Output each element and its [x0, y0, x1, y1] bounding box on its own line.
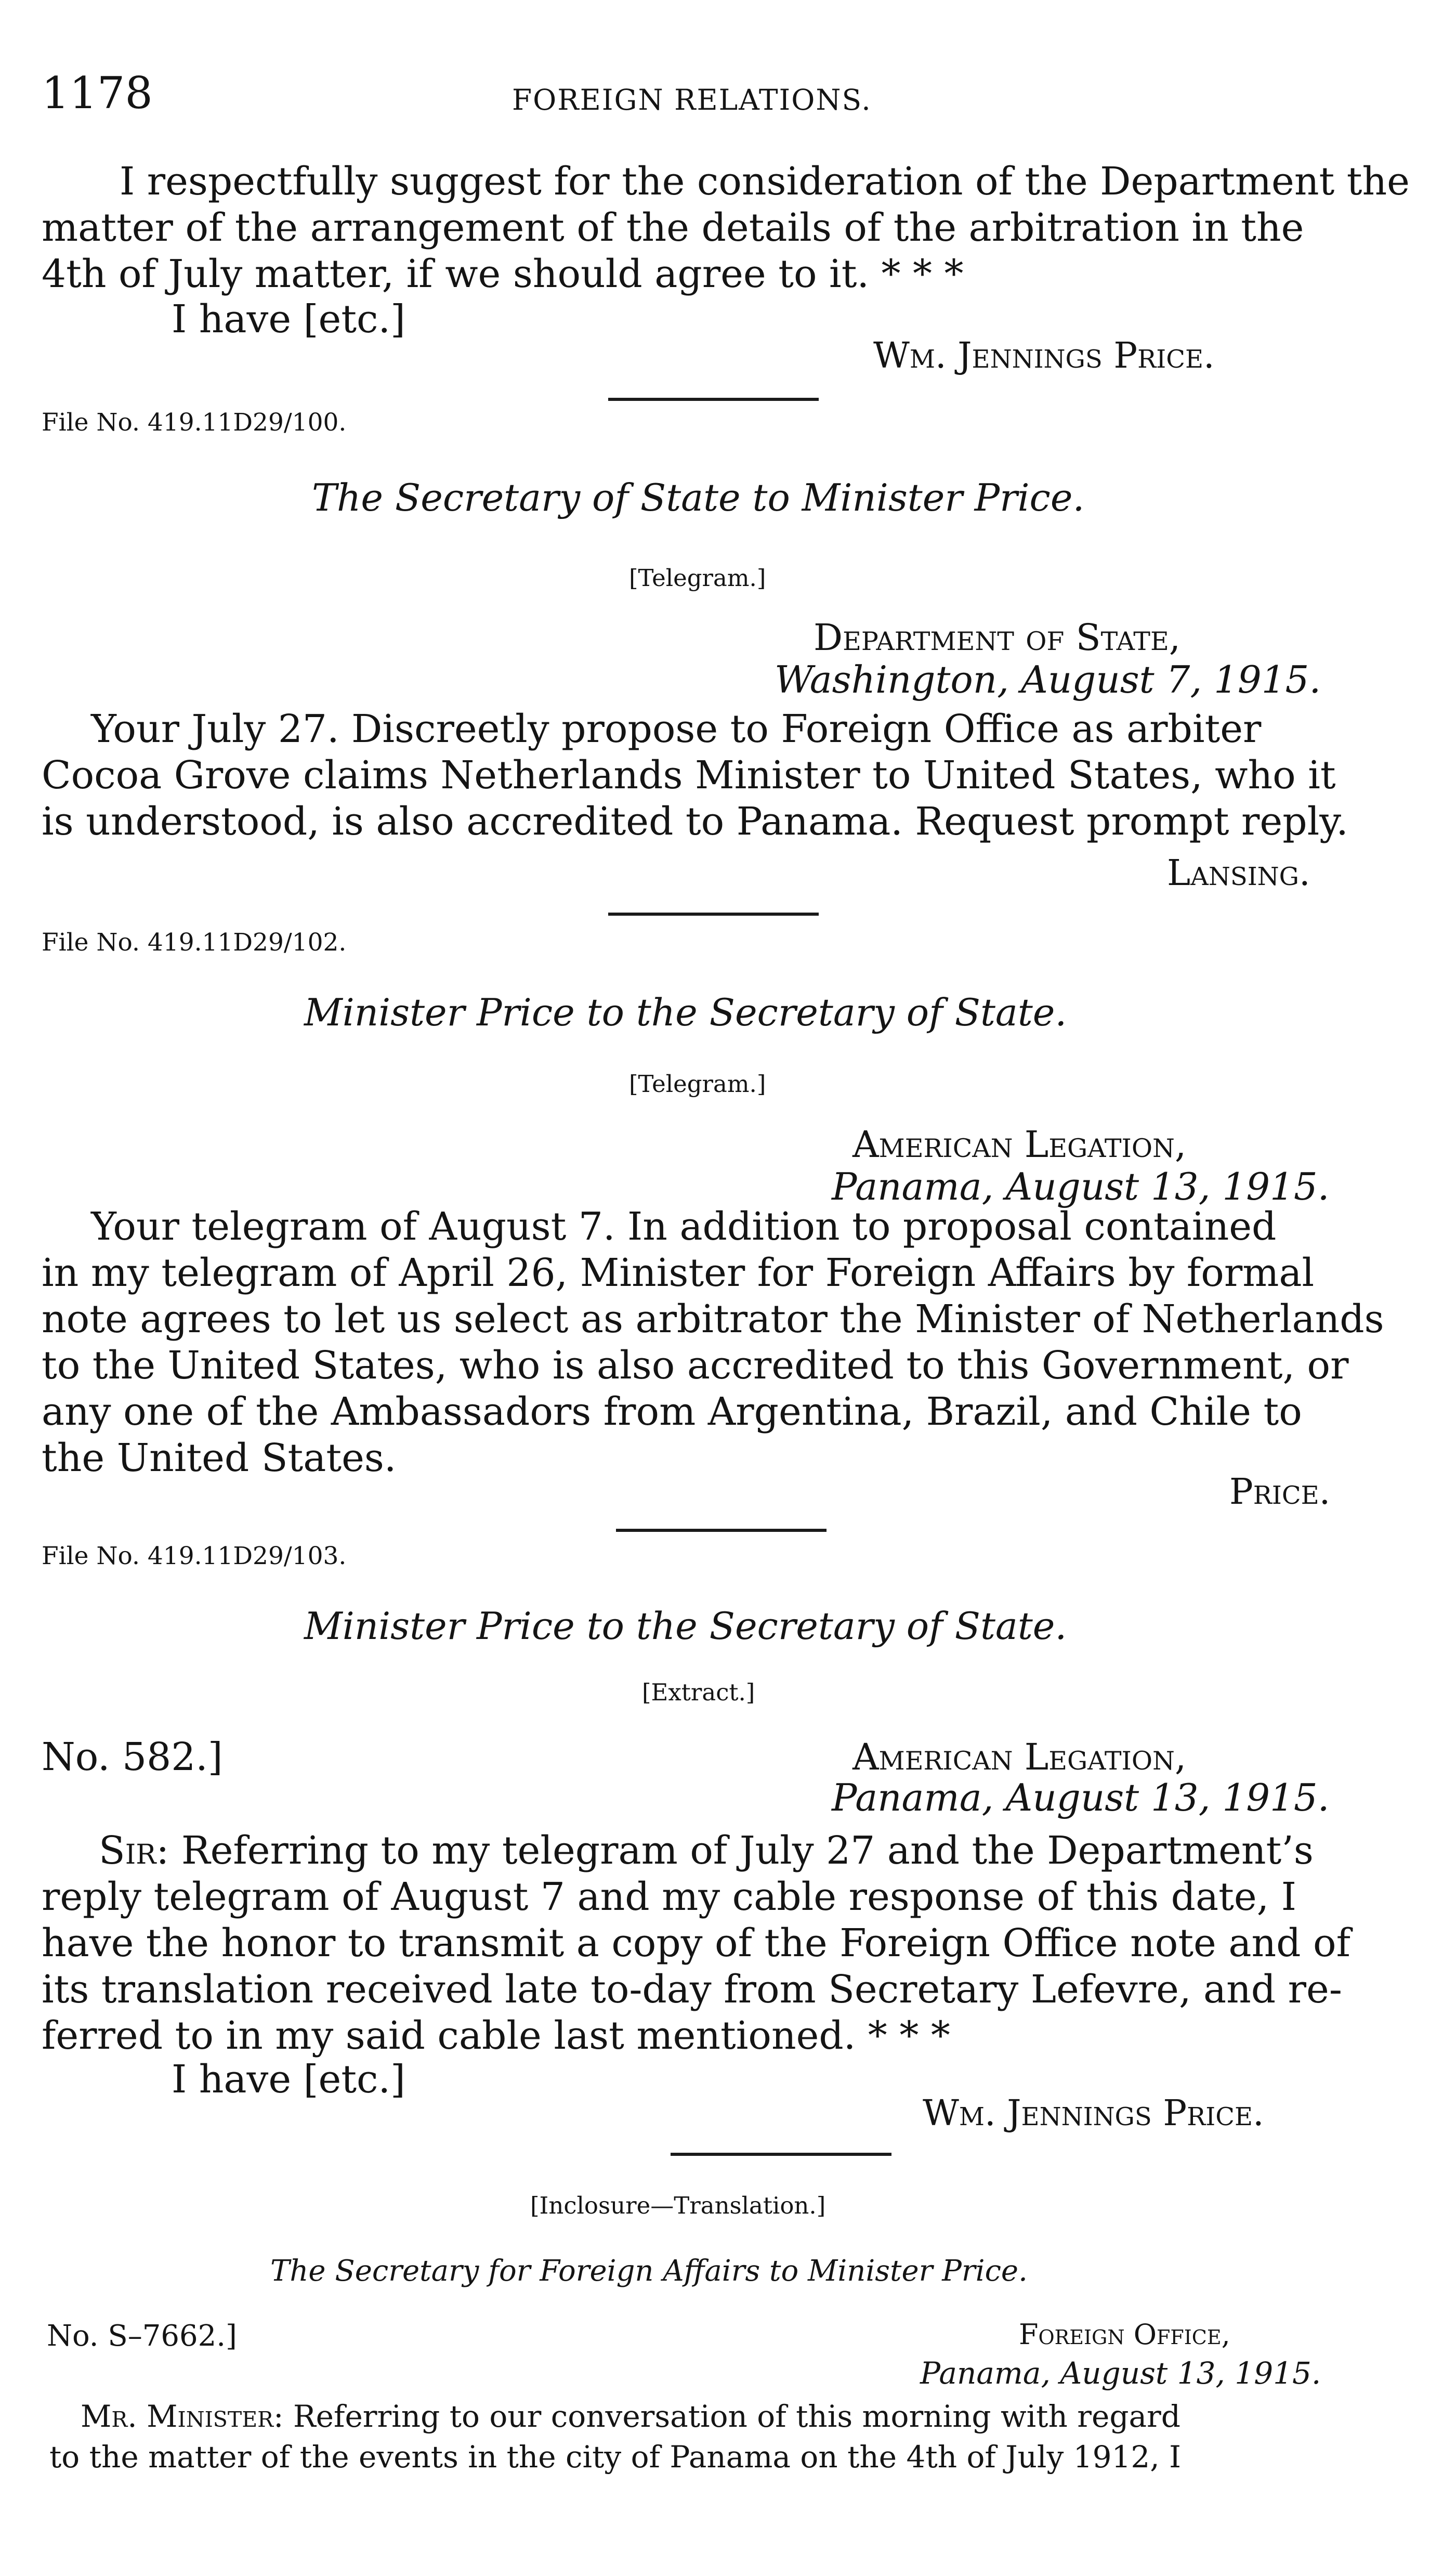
note-number: No. S–7662.]	[47, 2319, 237, 2353]
salutation: Sir:	[99, 1828, 169, 1873]
page-number: 1178	[42, 68, 153, 119]
text-line: Your telegram of August 7. In addition to proposal contained	[91, 1204, 1277, 1249]
text-fragment: Referring to my telegram of July 27 and the Department’s	[169, 1828, 1314, 1873]
dateline: Panama, August 13, 1915.	[832, 1776, 1330, 1819]
text-line: Your July 27. Discreetly propose to Foreign Office as arbiter	[91, 707, 1262, 751]
separator-rule	[671, 2153, 891, 2156]
document-heading: Minister Price to the Secretary of State.	[304, 991, 1067, 1034]
signature-price: Price.	[1229, 1472, 1331, 1513]
file-number: File No. 419.11D29/102.	[42, 928, 347, 957]
enclosure-label: [Inclosure—Translation.]	[530, 2192, 826, 2219]
separator-rule	[608, 913, 819, 916]
file-number: File No. 419.11D29/100.	[42, 408, 347, 437]
document-type-label: [Extract.]	[642, 1679, 755, 1706]
text-line: I respectfully suggest for the consideration of the Department the	[120, 159, 1410, 204]
sender-place: American Legation,	[852, 1123, 1187, 1166]
telegram-body	[42, 706, 1390, 845]
text-line: its translation received late to-day from Secretary Lefevre, and re-	[42, 1967, 1342, 2012]
sender-place: Department of State,	[814, 616, 1181, 659]
text-fragment: Referring to our conversation of this morning with regard	[283, 2399, 1180, 2434]
text-line	[49, 2396, 1391, 2437]
text-line: have the honor to transmit a copy of the Foreign Office note and of	[42, 1921, 1350, 1966]
telegram-body	[42, 1204, 1390, 1481]
document-heading: The Secretary for Foreign Affairs to Minister Price.	[270, 2254, 1028, 2288]
document-heading: The Secretary of State to Minister Price.	[312, 476, 1085, 519]
running-title: FOREIGN RELATIONS.	[512, 83, 872, 116]
dateline: Panama, August 13, 1915.	[832, 1165, 1330, 1208]
text-line: to the United States, who is also accredited to this Government, or	[42, 1343, 1349, 1388]
signature-price: Wm. Jennings Price.	[923, 2093, 1264, 2134]
text-line: note agrees to let us select as arbitrator the Minister of Netherlands	[42, 1297, 1384, 1342]
text-line: 4th of July matter, if we should agree to it. * * *	[42, 252, 964, 296]
despatch-number: No. 582.]	[42, 1735, 223, 1779]
paragraph-arbitration-suggestion	[42, 159, 1410, 297]
sender-place: American Legation,	[852, 1736, 1187, 1778]
document-heading: Minister Price to the Secretary of State.	[304, 1604, 1067, 1648]
document-type-label: [Telegram.]	[629, 564, 766, 592]
signature-price: Wm. Jennings Price.	[873, 335, 1215, 376]
text-line	[42, 1828, 1390, 1874]
dateline: Panama, August 13, 1915.	[920, 2356, 1321, 2391]
document-type-label: [Telegram.]	[629, 1070, 766, 1098]
closing-formula: I have [etc.]	[172, 297, 405, 342]
text-line: matter of the arrangement of the details of the arbitration in the	[42, 205, 1304, 250]
text-line: the United States.	[42, 1436, 397, 1480]
text-line: ferred to in my said cable last mentioned. * * *	[42, 2013, 950, 2058]
text-line: in my telegram of April 26, Minister for Foreign Affairs by formal	[42, 1251, 1315, 1295]
signature-lansing: Lansing.	[1167, 853, 1310, 894]
text-line: is understood, is also accredited to Panama. Request prompt reply.	[42, 799, 1348, 844]
dateline: Washington, August 7, 1915.	[775, 658, 1321, 701]
note-body	[49, 2396, 1391, 2477]
separator-rule	[616, 1529, 827, 1532]
sender-place: Foreign Office,	[1019, 2318, 1230, 2351]
despatch-body	[42, 1828, 1390, 2059]
salutation: Mr. Minister:	[81, 2399, 284, 2434]
text-line: to the matter of the events in the city of Panama on the 4th of July 1912, I	[49, 2439, 1182, 2475]
closing-formula: I have [etc.]	[172, 2057, 405, 2102]
separator-rule	[608, 398, 819, 401]
text-line: Cocoa Grove claims Netherlands Minister to United States, who it	[42, 753, 1336, 798]
text-line: reply telegram of August 7 and my cable response of this date, I	[42, 1875, 1296, 1919]
file-number: File No. 419.11D29/103.	[42, 1542, 347, 1570]
text-line: any one of the Ambassadors from Argentina, Brazil, and Chile to	[42, 1389, 1302, 1434]
